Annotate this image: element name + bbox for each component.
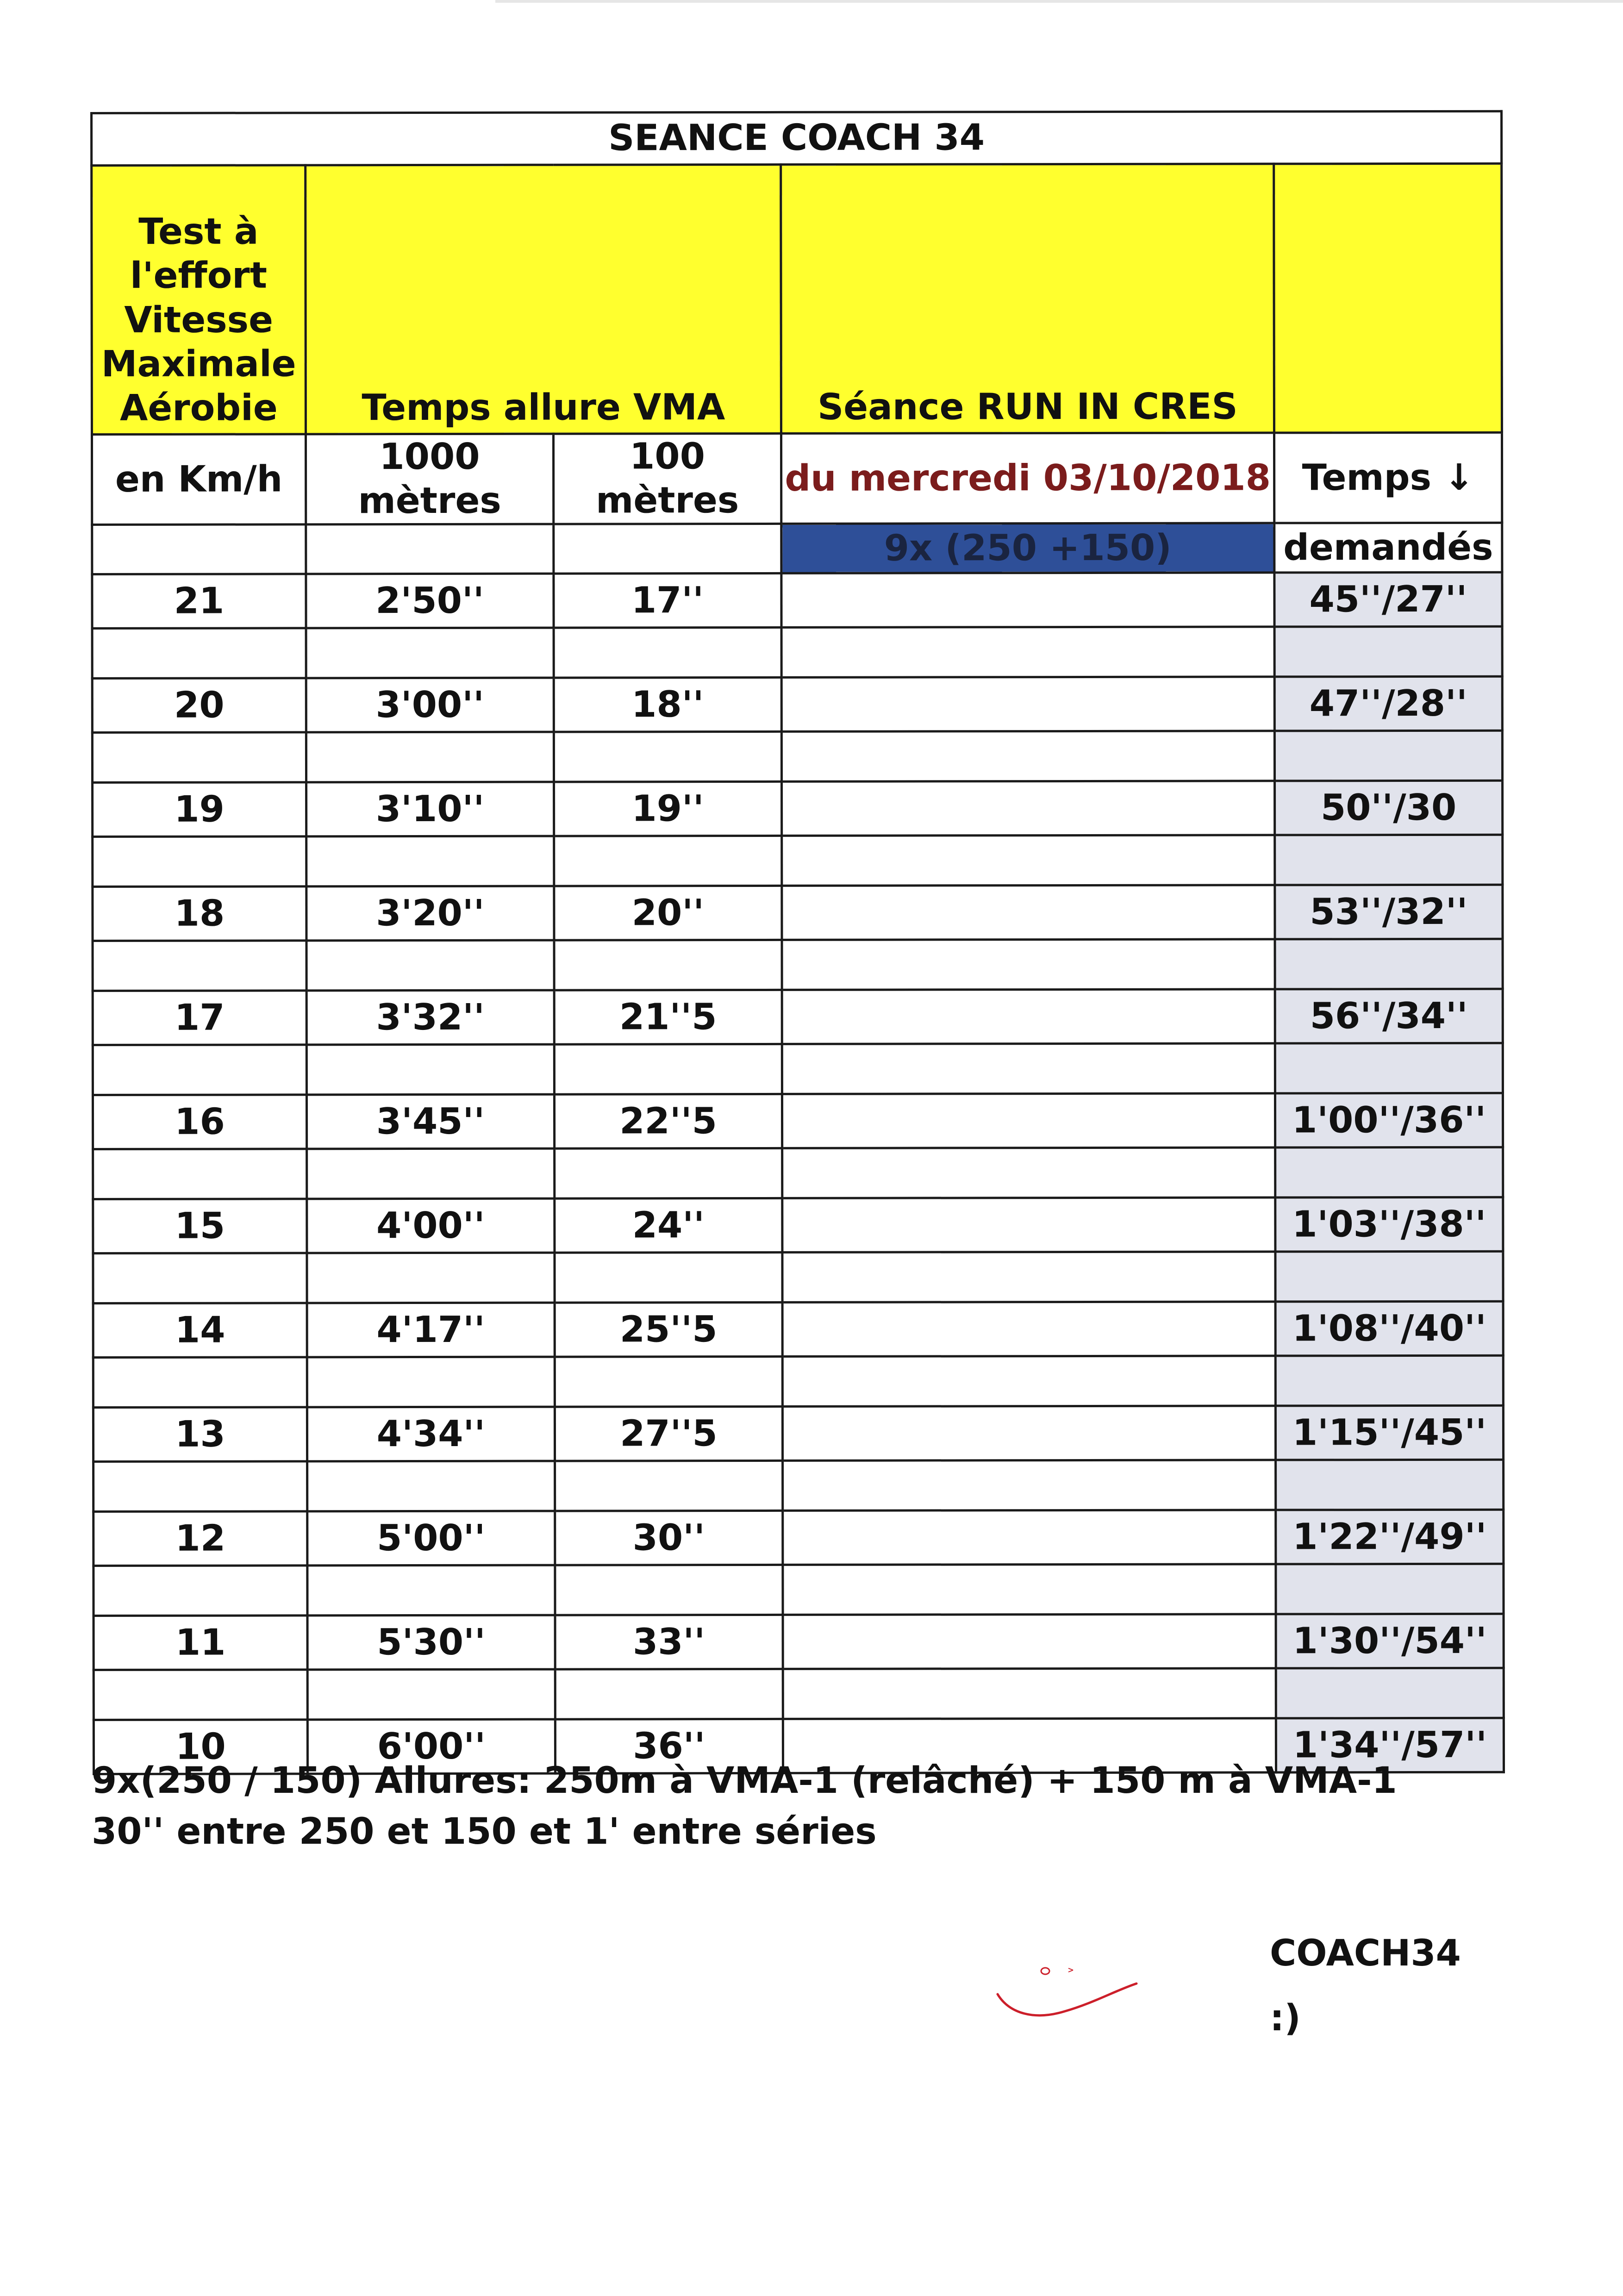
empty-cell [1276, 1668, 1504, 1719]
table-row [94, 1510, 1504, 1566]
empty-cell [92, 628, 306, 679]
demandes-cell: 1'34''/57'' [1276, 1718, 1504, 1773]
empty-cell [307, 1669, 555, 1720]
empty-cell [94, 1670, 307, 1720]
time-100m-cell: 27''5 [555, 1407, 782, 1461]
signature-smiley: :) [1270, 1997, 1301, 2039]
empty-cell [554, 836, 782, 886]
empty-cell [307, 1461, 555, 1511]
vma-cell: 14 [93, 1303, 307, 1358]
header-demandes: demandés [1274, 523, 1502, 573]
empty-cell [1276, 1564, 1504, 1615]
vma-cell: 11 [94, 1616, 307, 1670]
spacer-row [92, 627, 1502, 679]
empty-cell [555, 1565, 783, 1616]
empty-cell [307, 1565, 555, 1616]
empty-cell [307, 1148, 555, 1199]
empty-cell [781, 627, 1274, 677]
vma-cell: 20 [92, 678, 306, 733]
vma-cell: 17 [93, 991, 306, 1045]
series-banner: 9x (250 +150) [781, 523, 1274, 573]
table-row [92, 677, 1502, 733]
empty-cell [94, 1566, 307, 1616]
empty-cell [93, 941, 306, 991]
empty-cell [782, 939, 1275, 990]
table-row [93, 1198, 1503, 1254]
table-row [93, 1302, 1503, 1358]
header-empty [1274, 163, 1502, 433]
vma-cell: 16 [93, 1095, 306, 1149]
header-temps-allure: Temps allure VMA [306, 164, 781, 434]
spacer-row [93, 1043, 1503, 1095]
demandes-cell: 53''/32'' [1275, 885, 1503, 940]
empty-cell [92, 524, 306, 574]
empty-cell [92, 732, 306, 783]
seance-cell [781, 573, 1274, 627]
spacer-row [93, 835, 1503, 887]
empty-cell [783, 1564, 1276, 1615]
header-date: du mercredi 03/10/2018 [781, 433, 1274, 524]
demandes-cell: 47''/28'' [1274, 677, 1502, 731]
empty-cell [554, 524, 781, 574]
time-1000m-cell: 6'00'' [307, 1719, 555, 1774]
empty-cell [783, 1460, 1276, 1510]
time-1000m-cell: 5'30'' [307, 1615, 555, 1670]
empty-cell [782, 835, 1275, 886]
empty-cell [1275, 1043, 1503, 1094]
time-100m-cell: 18'' [554, 678, 781, 732]
empty-cell [1274, 627, 1502, 677]
empty-cell [306, 732, 554, 782]
header-temps [1274, 432, 1502, 523]
temps-label: Temps [1302, 456, 1432, 499]
seance-cell [782, 1406, 1275, 1460]
empty-cell [782, 1043, 1275, 1094]
spacer-row [94, 1564, 1504, 1616]
time-1000m-cell: 5'00'' [307, 1511, 555, 1566]
empty-cell [781, 731, 1274, 781]
vma-cell: 12 [94, 1511, 307, 1566]
demandes-cell: 1'03''/38'' [1275, 1198, 1503, 1252]
header-test-line: Maximale [101, 343, 296, 385]
empty-cell [554, 940, 782, 991]
time-1000m-cell: 3'20'' [306, 886, 554, 941]
table-row [93, 989, 1503, 1045]
time-100m-cell: 25''5 [555, 1303, 782, 1357]
vma-cell: 15 [93, 1199, 307, 1254]
time-1000m-cell: 4'17'' [307, 1303, 555, 1357]
time-100m-cell: 33'' [555, 1615, 783, 1670]
table-row [93, 1406, 1503, 1462]
empty-cell [306, 524, 554, 574]
seance-cell [782, 1093, 1275, 1148]
vma-cell: 21 [92, 574, 306, 629]
seance-cell [782, 1198, 1275, 1252]
empty-cell [306, 940, 554, 991]
empty-cell [93, 1357, 307, 1408]
table-title: SEANCE COACH 34 [92, 111, 1502, 165]
empty-cell [555, 1669, 783, 1720]
empty-cell [1275, 835, 1503, 886]
time-100m-cell: 24'' [555, 1198, 782, 1253]
empty-cell [555, 1148, 782, 1199]
time-100m-cell: 21''5 [554, 990, 782, 1045]
time-1000m-cell: 4'34'' [307, 1407, 555, 1461]
time-100m-cell: 36'' [555, 1719, 783, 1774]
empty-cell [1275, 1356, 1503, 1406]
empty-cell [782, 1252, 1275, 1302]
demandes-cell: 45''/27'' [1274, 573, 1502, 627]
empty-cell [306, 628, 554, 678]
time-1000m-cell: 3'45'' [306, 1094, 554, 1149]
empty-cell [306, 836, 554, 886]
seance-cell [782, 781, 1275, 836]
table-row [93, 1093, 1503, 1149]
header-test-line: Aérobie [119, 387, 278, 429]
empty-cell [555, 1357, 782, 1407]
time-100m-cell: 20'' [554, 886, 782, 941]
empty-cell [783, 1668, 1276, 1719]
time-1000m-cell: 3'10'' [306, 782, 554, 836]
empty-cell [1275, 1148, 1503, 1198]
table-title-row [92, 111, 1502, 165]
header-unit: en Km/h [92, 434, 306, 525]
empty-cell [555, 1461, 783, 1511]
seance-cell [782, 1302, 1275, 1356]
header-test-line: Test à [138, 211, 259, 253]
header-test-line: Vitesse [124, 299, 274, 341]
time-100m-cell: 30'' [555, 1511, 783, 1566]
arrow-down-icon: ↓ [1444, 456, 1474, 499]
vma-cell: 10 [94, 1720, 307, 1774]
empty-cell [554, 732, 781, 782]
spacer-row [93, 1252, 1503, 1304]
table-row [94, 1614, 1504, 1670]
seance-cell [783, 1510, 1276, 1565]
spacer-row [93, 1148, 1503, 1199]
empty-cell [1275, 939, 1503, 990]
time-100m-cell: 22''5 [554, 1094, 782, 1149]
empty-cell [782, 1148, 1275, 1198]
spacer-row [94, 1460, 1504, 1512]
empty-cell [307, 1253, 555, 1303]
demandes-cell: 1'15''/45'' [1275, 1406, 1503, 1460]
table-row [93, 885, 1503, 941]
spacer-row [94, 1668, 1504, 1720]
demandes-cell: 50''/30 [1275, 781, 1503, 836]
demandes-cell: 1'00''/36'' [1275, 1093, 1503, 1148]
time-100m-cell: 19'' [554, 782, 782, 836]
empty-cell [1274, 731, 1502, 781]
time-1000m-cell: 4'00'' [307, 1198, 555, 1253]
signature-name: COACH34 [1270, 1933, 1461, 1974]
empty-cell [93, 836, 306, 887]
vma-cell: 13 [93, 1407, 307, 1462]
notes-line-1: 9x(250 / 150) Allures: 250m à VMA-1 (relâché) + 150 m à VMA-1 [92, 1760, 1397, 1802]
empty-cell [94, 1461, 307, 1512]
vma-cell: 19 [93, 782, 306, 837]
time-1000m-cell: 3'00'' [306, 678, 554, 732]
vma-cell: 18 [93, 886, 306, 941]
seance-cell [782, 989, 1275, 1044]
time-1000m-cell: 2'50'' [306, 574, 554, 628]
spacer-row [93, 939, 1503, 991]
empty-cell [93, 1045, 306, 1095]
signature-block [1270, 1921, 1461, 2051]
empty-cell [306, 1044, 554, 1095]
red-scribble-mark [991, 1963, 1148, 2046]
spacer-row [92, 731, 1502, 783]
header-1000m: 1000 mètres [306, 434, 553, 524]
demandes-cell: 1'08''/40'' [1275, 1302, 1503, 1356]
empty-cell [554, 1044, 782, 1095]
spacer-row [93, 1356, 1503, 1408]
demandes-cell: 56''/34'' [1275, 989, 1503, 1044]
empty-cell [307, 1357, 555, 1407]
header-series-row [92, 523, 1502, 574]
header-yellow-row [92, 163, 1502, 434]
table-row [93, 781, 1503, 837]
session-notes [92, 1755, 1397, 1857]
header-100m: 100 mètres [553, 433, 781, 524]
header-test-line: l'effort [130, 255, 268, 297]
header-seance: Séance RUN IN CRES [781, 164, 1274, 433]
scan-top-edge [495, 0, 1623, 3]
seance-cell [783, 1614, 1276, 1669]
empty-cell [554, 628, 781, 678]
header-test-vma [92, 165, 306, 435]
empty-cell [1276, 1460, 1504, 1510]
empty-cell [782, 1356, 1275, 1406]
demandes-cell: 1'30''/54'' [1276, 1614, 1504, 1669]
empty-cell [93, 1253, 307, 1304]
empty-cell [555, 1253, 782, 1303]
seance-cell [781, 677, 1274, 731]
demandes-cell: 1'22''/49'' [1276, 1510, 1504, 1565]
table-row [92, 573, 1502, 629]
pace-table [90, 110, 1505, 1776]
header-sub-row [92, 432, 1502, 525]
time-100m-cell: 17'' [554, 574, 781, 628]
seance-cell [782, 885, 1275, 940]
empty-cell [1275, 1252, 1503, 1302]
empty-cell [93, 1149, 307, 1199]
time-1000m-cell: 3'32'' [306, 990, 554, 1045]
notes-line-2: 30'' entre 250 et 150 et 1' entre séries [92, 1811, 877, 1853]
